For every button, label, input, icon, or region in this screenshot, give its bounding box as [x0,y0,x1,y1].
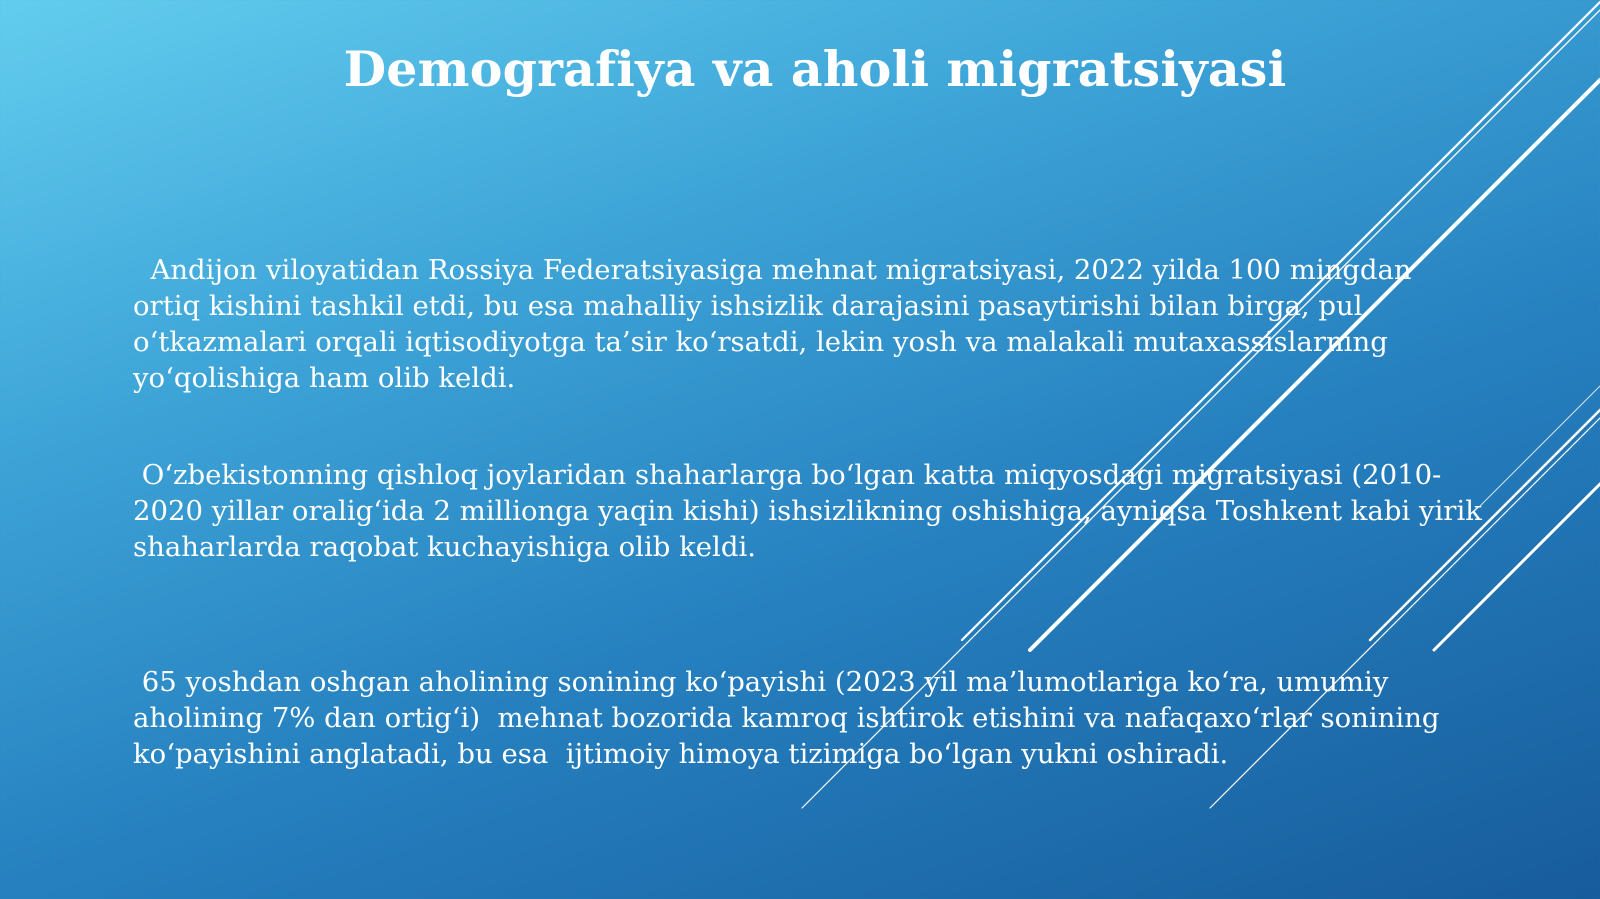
paragraph-labor-migration: Andijon viloyatidan Rossiya Federatsiyasiga mehnat migratsiyasi, 2022 yilda 100 mingdan ortiq kishini tashkil etdi, bu esa mahalliy ishsizlik darajasini pasaytirishi bilan birga, pul o‘tkazmalari orqali iqtisodiyotga ta’sir ko‘rsatdi, lekin yosh va malakali mutaxassislarning yo‘qolishiga ham olib keldi. [133,254,1421,394]
paragraph-urban-migration: O‘zbekistonning qishloq joylaridan shaharlarga bo‘lgan katta miqyosdagi migratsiyasi (2010-2020 yillar oralig‘ida 2 millionga yaqin kishi) ishsizlikning oshishiga, ayniqsa Toshkent kabi yirik shaharlarda raqobat kuchayishiga olib keldi. [133,459,1491,563]
slide-title: Demografiya va aholi migratsiyasi [343,40,1287,98]
diagonal-line [1480,386,1600,506]
paragraph-aging-population: 65 yoshdan oshgan aholining sonining ko‘payishi (2023 yil ma’lumotlariga ko‘ra, umumiy aholining 7% dan ortig‘i) mehnat bozorida kamroq ishtirok etishini va nafaqaxo‘rlar sonining ko‘payishini anglatadi, bu esa ijtimoiy himoya tizimiga bo‘lgan yukni oshiradi. [133,666,1449,770]
